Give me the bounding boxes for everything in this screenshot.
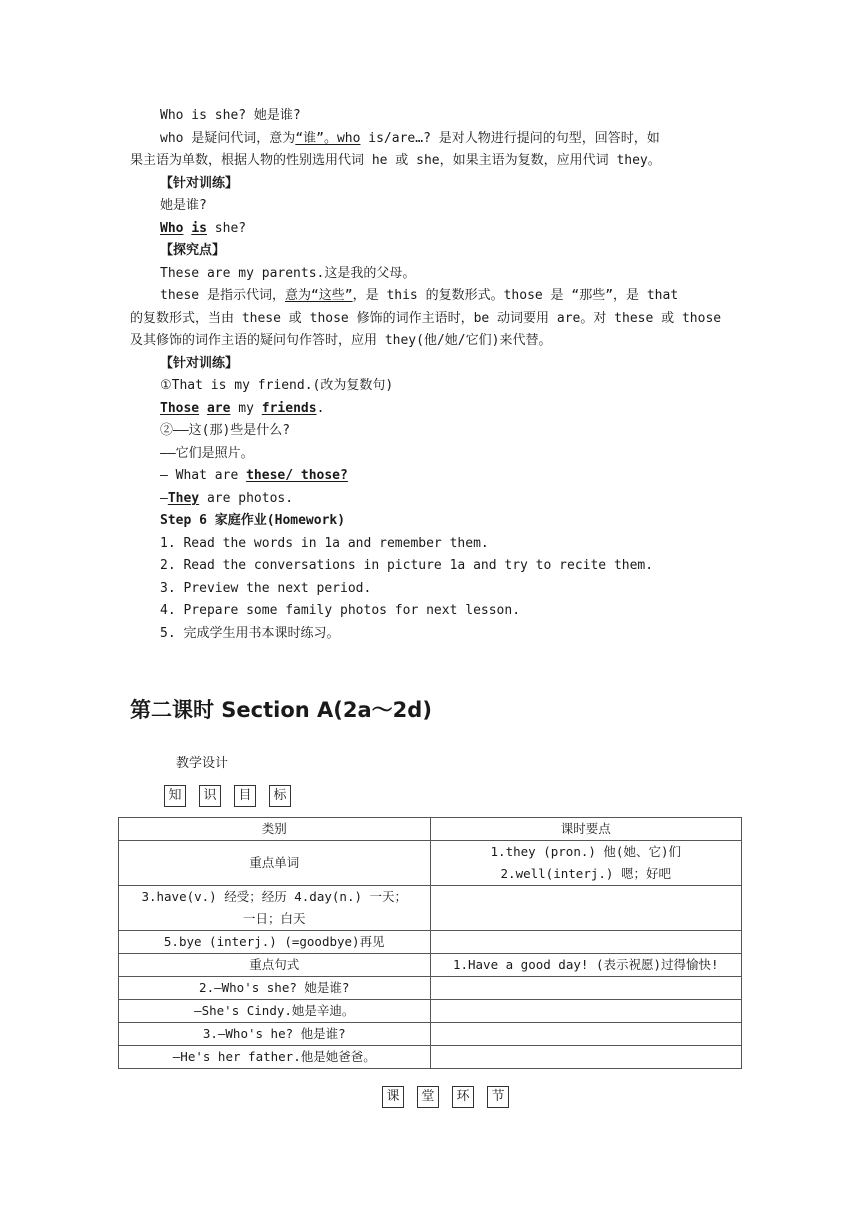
explanation-who-cont: 果主语为单数，根据人物的性别选用代词 he 或 she，如果主语为复数，应用代词 they。 xyxy=(130,153,661,168)
section-label-explore: 【探究点】 xyxy=(160,243,226,258)
table-row xyxy=(119,954,742,977)
table-cell xyxy=(430,931,742,954)
table-row xyxy=(119,1000,742,1023)
practice-question: 她是谁? xyxy=(160,198,207,213)
label-char: 识 xyxy=(199,785,221,807)
exercise-2-answer-1 xyxy=(160,467,348,485)
table-cell xyxy=(119,886,431,931)
table-cell: —She's Cindy.她是辛迪。 xyxy=(119,1000,431,1023)
text: ，是 this 的复数形式。those 是 “那些”，是 that xyxy=(352,288,679,303)
table-row xyxy=(119,886,742,931)
table-cell: 3.—Who's he? 他是谁? xyxy=(119,1023,431,1046)
label-char: 目 xyxy=(234,785,256,807)
underlined-text: “谁”。who xyxy=(295,131,361,146)
example-sentence-parents: These are my parents.这是我的父母。 xyxy=(160,266,416,281)
practice-answer xyxy=(160,220,246,238)
table-header-cell: 类别 xyxy=(119,818,431,841)
table-cell: 重点句式 xyxy=(119,954,431,977)
table-cell: —He's her father.他是她爸爸。 xyxy=(119,1046,431,1069)
text: these 是指示代词， xyxy=(160,288,285,303)
table-cell xyxy=(430,977,742,1000)
text: is/are…? 是对人物进行提问的句型，回答时，如 xyxy=(360,131,660,146)
label-char: 标 xyxy=(269,785,291,807)
label-char: 节 xyxy=(487,1086,509,1108)
exercise-2-a: ——它们是照片。 xyxy=(160,446,254,461)
table-cell: 2.—Who's she? 她是谁? xyxy=(119,977,431,1000)
text: are photos. xyxy=(199,491,294,506)
label-char: 课 xyxy=(382,1086,404,1108)
key-points-table xyxy=(118,817,742,1069)
homework-item: 4. Prepare some family photos for next lesson. xyxy=(160,603,521,618)
step-6-heading: Step 6 家庭作业(Homework) xyxy=(160,513,346,528)
label-char: 堂 xyxy=(417,1086,439,1108)
label-char: 知 xyxy=(164,785,186,807)
table-cell: 1.Have a good day! (表示祝愿)过得愉快! xyxy=(430,954,742,977)
example-sentence-who-is-she: Who is she? 她是谁? xyxy=(160,108,301,123)
text: . xyxy=(316,401,325,416)
table-cell xyxy=(430,1046,742,1069)
label-char: 环 xyxy=(452,1086,474,1108)
homework-item: 3. Preview the next period. xyxy=(160,581,372,596)
cell-line: 1.they (pron.) 他(她、它)们 xyxy=(490,844,681,859)
cell-line: 3.have(v.) 经受；经历 4.day(n.) 一天； xyxy=(141,889,408,904)
answer-word: Those xyxy=(160,401,200,416)
section-title: 第二课时 Section A(2a～2d) xyxy=(130,698,432,722)
table-row xyxy=(119,1046,742,1069)
exercise-1-answer xyxy=(160,400,324,418)
table-cell xyxy=(430,841,742,886)
table-row xyxy=(119,931,742,954)
explanation-these-cont: 的复数形式，当由 these 或 those 修饰的词作主语时，be 动词要用 are。对 these 或 those xyxy=(130,311,722,326)
answer-word: is xyxy=(191,221,207,236)
knowledge-goal-label xyxy=(164,785,291,807)
table-header-cell: 课时要点 xyxy=(430,818,742,841)
table-cell: 重点单词 xyxy=(119,841,431,886)
explanation-these xyxy=(160,287,678,305)
table-cell: 5.bye (interj.) (=goodbye)再见 xyxy=(119,931,431,954)
underlined-text: 意为“这些” xyxy=(284,288,353,303)
table-header-row xyxy=(119,818,742,841)
classroom-process-label xyxy=(382,1086,509,1108)
section-label-practice-2: 【针对训练】 xyxy=(160,356,239,371)
exercise-2-answer-2 xyxy=(160,490,293,508)
text: — What are xyxy=(160,468,247,483)
table-row xyxy=(119,841,742,886)
exercise-2-q: ②——这(那)些是什么? xyxy=(160,423,291,438)
homework-item: 1. Read the words in 1a and remember them. xyxy=(160,536,489,551)
table-cell xyxy=(430,886,742,931)
homework-item: 2. Read the conversations in picture 1a and try to recite them. xyxy=(160,558,654,573)
table-cell xyxy=(430,1023,742,1046)
answer-word: are xyxy=(206,401,231,416)
explanation-who xyxy=(160,130,660,148)
answer-word: They xyxy=(167,491,200,506)
text: who 是疑问代词，意为 xyxy=(160,131,296,146)
text: my xyxy=(230,401,262,416)
text: — xyxy=(160,491,168,506)
cell-line: 2.well(interj.) 嗯；好吧 xyxy=(500,866,671,881)
table-row xyxy=(119,1023,742,1046)
section-label-practice: 【针对训练】 xyxy=(160,176,239,191)
subtitle: 教学设计 xyxy=(176,756,229,771)
homework-item: 5. 完成学生用书本课时练习。 xyxy=(160,626,340,641)
exercise-1: ①That is my friend.(改为复数句) xyxy=(160,378,394,393)
text: she? xyxy=(206,221,247,236)
table-cell xyxy=(430,1000,742,1023)
answer-word: these/ those? xyxy=(246,468,348,483)
answer-word: friends xyxy=(261,401,317,416)
cell-line: 一日；白天 xyxy=(242,911,306,926)
answer-word: Who xyxy=(160,221,184,236)
table-row xyxy=(119,977,742,1000)
explanation-these-cont2: 及其修饰的词作主语的疑问句作答时，应用 they(他/她/它们)来代替。 xyxy=(130,333,552,348)
